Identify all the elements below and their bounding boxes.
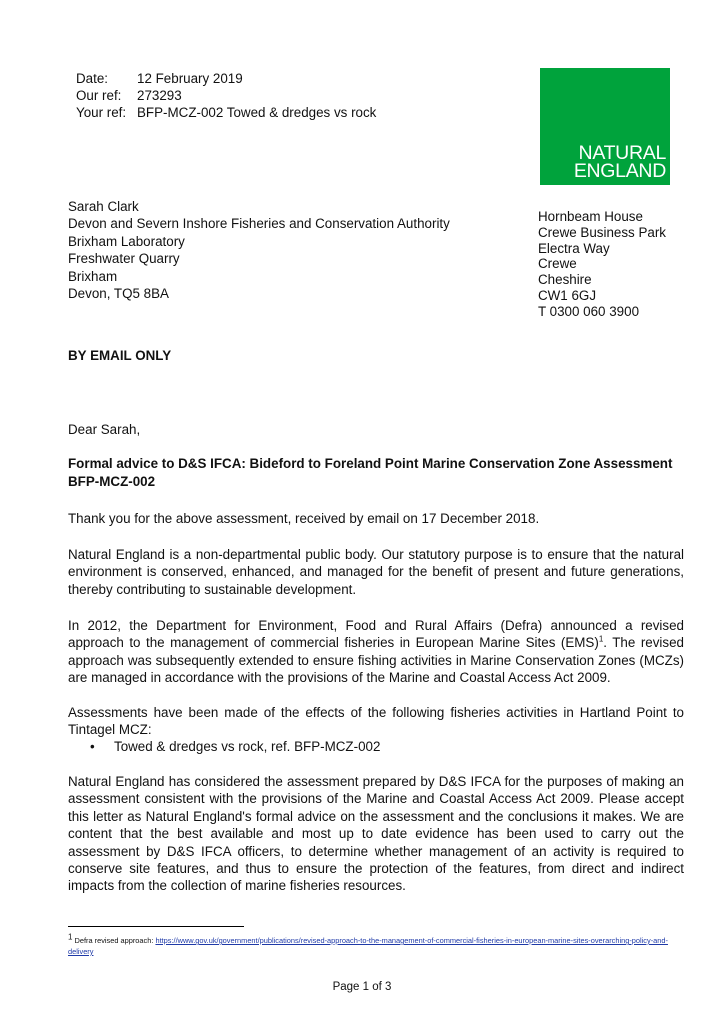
our-ref-label: Our ref: [76,88,122,103]
delivery-method: BY EMAIL ONLY [68,348,172,363]
sender-address [538,209,666,320]
paragraph-revised-approach [68,617,684,687]
your-ref-label: Your ref: [76,105,127,120]
paragraph-text: In 2012, the Department for Environment, Food and Rural Affairs (Defra) announced a revised approach to the management of commercial fisheries in European Marine Sites (EMS) [68,618,684,651]
sender-address-line: Crewe [538,256,577,272]
date-value: 12 February 2019 [137,71,243,86]
sender-address-line: Cheshire [538,272,592,288]
footnote-label: Defra revised approach: [74,936,156,945]
footnote-number: 1 [68,932,73,942]
our-ref-value: 273293 [137,88,182,103]
footnote-divider [68,926,244,927]
paragraph-thanks: Thank you for the above assessment, received by email on 17 December 2018. [68,511,540,526]
sender-address-line: Hornbeam House [538,209,643,224]
recipient-address-line: Brixham Laboratory [68,233,185,249]
reference-block [76,70,376,121]
sender-address-line: Crewe Business Park [538,224,667,240]
subject-reference: BFP-MCZ-002 [68,473,156,489]
sender-address-line: Electra Way [538,240,610,256]
footnote-reference: 1 [598,634,604,644]
page-number: Page 1 of 3 [332,981,392,993]
our-ref-row [76,87,376,104]
recipient-address [68,198,450,302]
salutation: Dear Sarah, [68,422,141,437]
footnote [68,932,684,957]
recipient-address-line: Brixham [68,268,118,284]
date-row [76,70,376,87]
footnote-link[interactable]: https://www.gov.uk/government/publications/revised-approach-to-the-management-of-commercial-fisheries-in-european-marine-sites-overarching-policy-and-delivery [68,936,668,956]
your-ref-row [76,104,376,121]
logo-line-1: NATURAL [578,142,666,164]
recipient-address-line: Devon, TQ5 8BA [68,286,169,302]
paragraph-assessments: Assessments have been made of the effects of the following fisheries activities in Hartland Point to Tintagel MCZ: [68,705,684,738]
recipient-organisation: Devon and Severn Inshore Fisheries and Conservation Authority [68,216,450,232]
recipient-address-line: Freshwater Quarry [68,251,180,267]
sender-phone: T 0300 060 3900 [538,303,640,319]
natural-england-logo [540,68,670,185]
recipient-name: Sarah Clark [68,199,139,214]
bullet-item [90,739,380,754]
your-ref-value: BFP-MCZ-002 Towed & dredges vs rock [137,105,377,120]
logo-line-2: ENGLAND [573,160,666,182]
sender-address-line: CW1 6GJ [538,287,597,303]
paragraph-statutory-purpose: Natural England is a non-departmental public body. Our statutory purpose is to ensure that the natural environment is conserved, enhanced, and managed for the benefit of present and future generations, thereby contributing to sustainable development. [68,547,684,597]
bullet-icon: • [90,739,95,754]
paragraph-consideration: Natural England has considered the assessment prepared by D&S IFCA for the purposes of making an assessment consistent with the provisions of the Marine and Coastal Access Act 2009. Please accept this letter as Natural England's formal advice on the assessment and the conclusions it makes. We are content that the best available and most up to date evidence has been used to carry out the assessment by D&S IFCA officers, to determine whether management of an activity is required to conserve site features, and thus to ensure the protection of the features, from direct and indirect impacts from the collection of marine fisheries resources. [68,774,684,894]
bullet-text: Towed & dredges vs rock, ref. BFP-MCZ-002 [114,739,381,754]
paragraph-text: . The revised approach was subsequently extended to ensure fishing activities in Marine Conservation Zones (MCZs) are managed in accordance with the provisions of the Marine and Coastal Access Act 2009. [68,635,684,686]
date-label: Date: [76,71,109,86]
subject-line: Formal advice to D&S IFCA: Bideford to Foreland Point Marine Conservation Zone Assessment [68,456,673,471]
letter-subject [68,455,684,490]
